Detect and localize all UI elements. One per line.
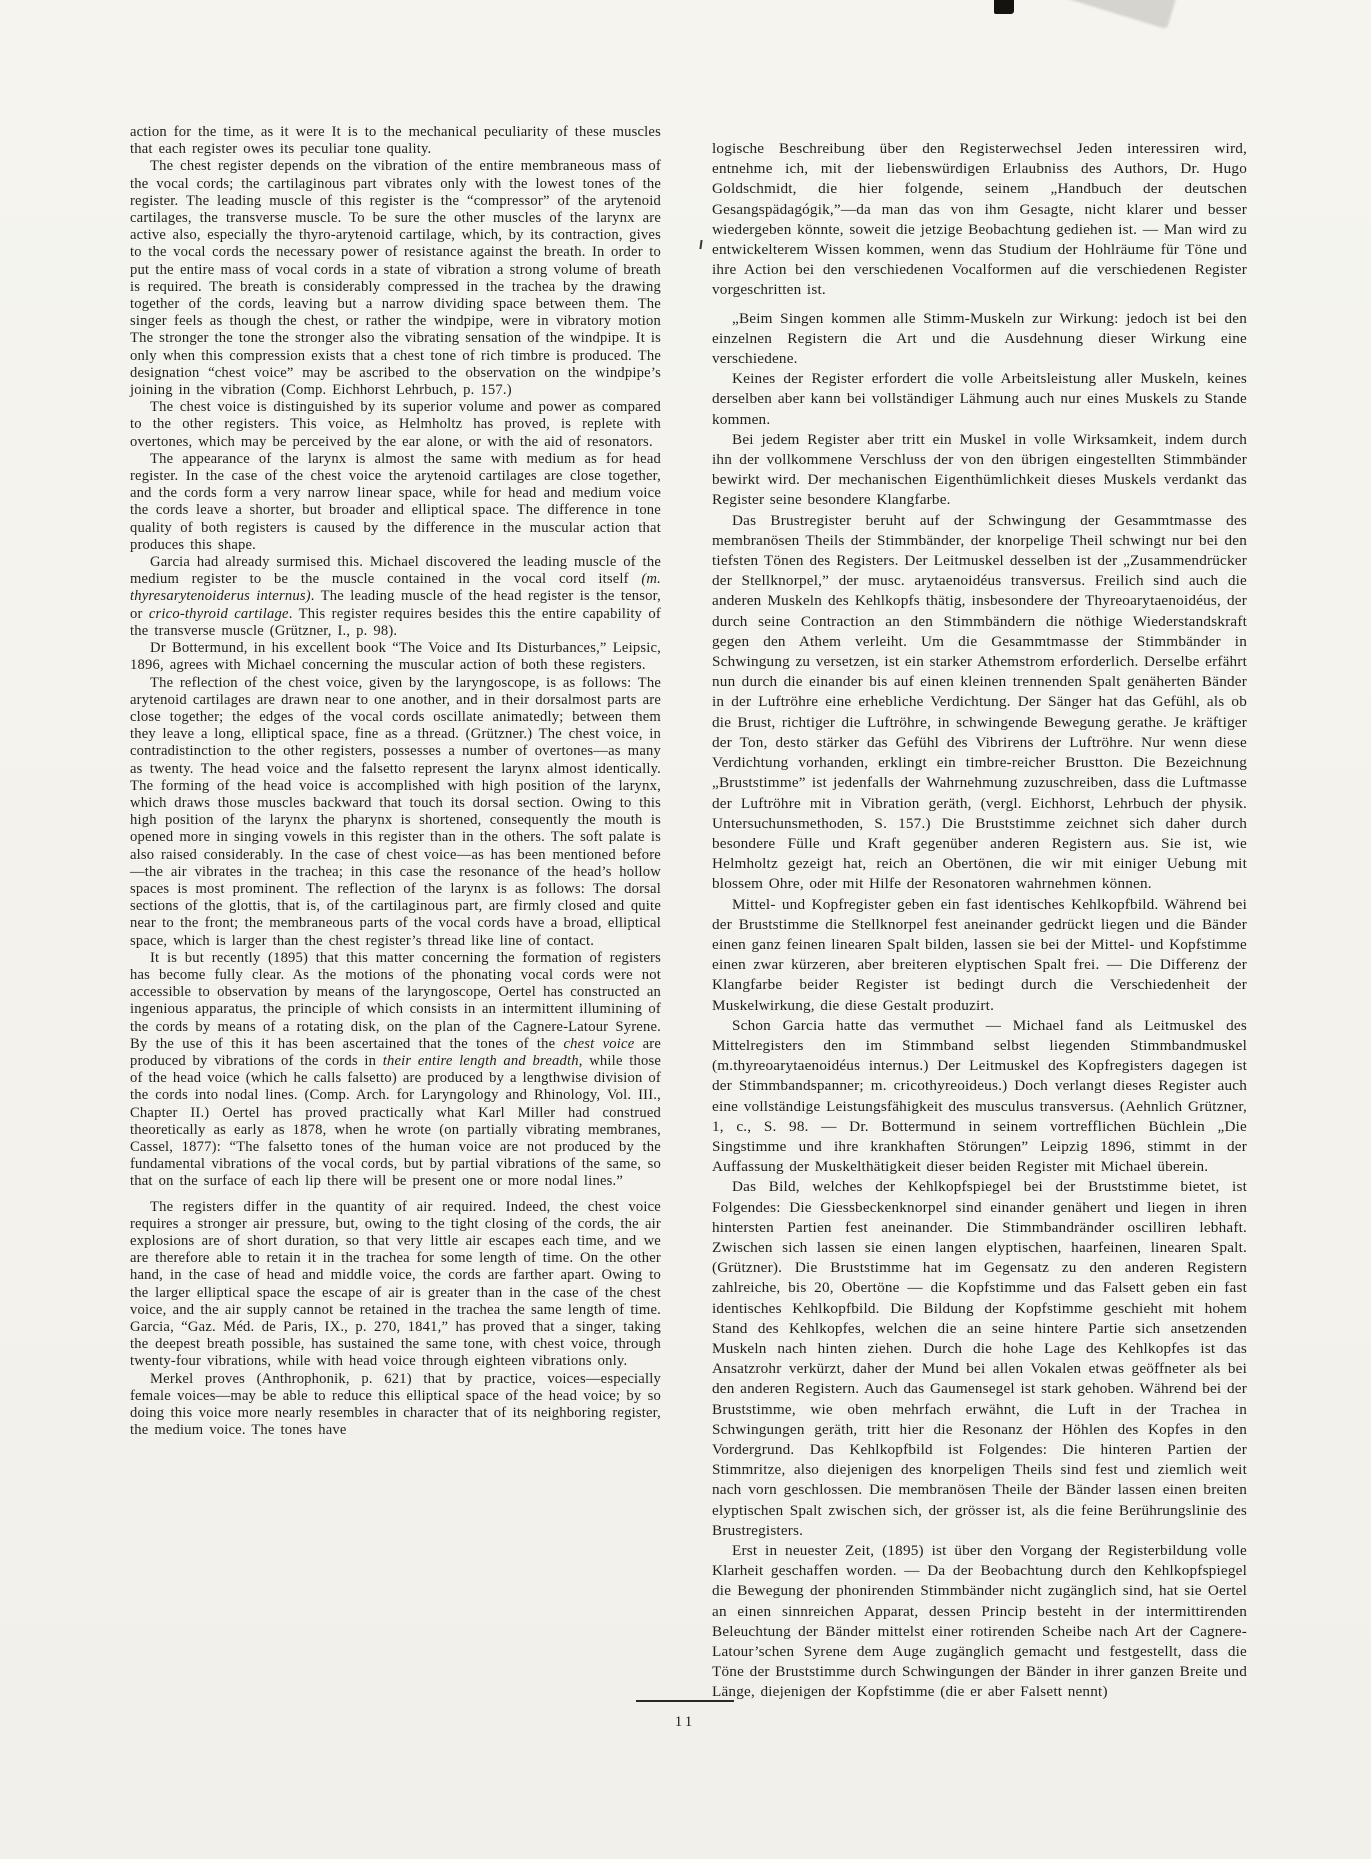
scan-artifact-top-right-blob <box>994 0 1014 14</box>
text-run: „Beim Singen kommen alle Stimm-Muskeln zur Wirkung: jedoch ist bei den einzelnen Registern die Art und die Ausdehnung dieser Wirkung eine verschiedene. <box>712 309 1247 368</box>
paragraph <box>712 511 1247 895</box>
text-run: Erst in neuester Zeit, (1895) ist über den Vorgang der Registerbildung volle Klarheit geschaffen worden. — Da der Beobachtung durch den Kehlkopfspiegel die Bewegung der phonirenden Stimmbänder nicht zugänglich sind, hat sie Oertel an einen sinnreichen Apparat, dessen Princip besteht in der intermittirenden Beleuchtung der Bänder mittelst einer rotirenden Scheibe nach Art der Cagnere-Latour’schen Syrene dem Auge zugänglich gemacht und festgestellt, dass die Töne der Bruststimme durch Schwingungen der Bänder in ihrer ganzen Breite und Länge, diejenigen der Kopfstimme (die er aber Falsett nennt) <box>712 1542 1247 1701</box>
paragraph <box>130 158 661 399</box>
scan-artifact-top-right-streak <box>1023 0 1176 29</box>
text-run: Garcia had already surmised this. Michael discovered the leading muscle of the medium register to be the muscle contained in the vocal cord itself <box>130 554 661 588</box>
paragraph <box>130 1199 661 1371</box>
paragraph <box>130 451 661 554</box>
italic-text-run: crico-thyroid cartilage <box>148 605 289 622</box>
paragraph <box>130 399 661 451</box>
text-run: Mittel- und Kopfregister geben ein fast identisches Kehlkopfbild. Während bei der Bruststimme die Stellknorpel fest aneinander gedrückt liegen und die Bänder einen ganz feinen linearen Spalt bilden, lassen sie bei der Mittel- und Kopfstimme einen zwar kürzeren, aber breiteren elyptischen Spalt frei. — Die Differenz der Klangfarbe beider Register ist bedingt durch die Verschiedenheit der Muskelwirkung, die diese Gestalt produzirt. <box>712 895 1247 1014</box>
text-run: while those of the head voice (which he calls falsetto) are produced by a lengthwise division of the cords into nodal lines. (Comp. Arch. for Laryngology and Rhinology, Vol. III., Chapter II.) Oertel has proved practically what Karl Miller had construed theoretically as early as 1878, when he wrote (on partially vibrating membranes, Cassel, 1877): “The falsetto tones of the human voice are not produced by the fundamental vibrations of the vocal cords, but by partial vibrations of the same, so that on the surface of each lip there will be present one or more nodal lines.” <box>130 1052 662 1190</box>
text-run: Das Bild, welches der Kehlkopfspiegel bei der Bruststimme bietet, ist Folgendes: Die Giessbeckenknorpel sind einander genähert und liegen in ihren hintersten Partien fest aneinander. Die Stimmbandränder oscilliren lebhaft. Zwischen sich lassen sie einen langen elyptischen, haarfeinen, linearen Spalt. (Grützner). Die Bruststimme hat im Gegensatz zu den anderen Registern zahlreiche, bis 20, Obertöne — die Kopfstimme und das Falsett geben ein fast identisches Kehlkopfbild. Die Bildung der Kopfstimme geschieht mit hohem Stand des Kehlkopfes, welchen die an seine hintere Partie sich ansetzenden Muskeln nach hinten ziehen. Durch die hohe Lage des Kehlkopfes ist das Ansatzrohr verkürzt, daher der Mund bei allen Vokalen etwas geöffneter als bei den anderen Registern. Auch das Gaumensegel ist stark gehoben. Während bei der Bruststimme, wie oben mehrfach erwähnt, die Luft in der Trachea in Schwingungen geräth, tritt hier die Resonanz der Höhlen des Kopfes in den Vordergrund. Das Kehlkopfbild ist Folgendes: Die hinteren Partien der Stimmritze, also diejenigen des knorpeligen Theils sind fest und ziemlich weit nach vorn geschlossen. Die membranösen Theile der Bänder lassen einen breiten elyptischen Spalt zwischen sich, der grösser ist, als die feine Berührungslinie des Brustregisters. <box>712 1178 1247 1539</box>
paragraph <box>712 1541 1247 1703</box>
right-column <box>712 139 1247 1703</box>
paragraph <box>712 430 1247 511</box>
paragraph <box>130 554 661 640</box>
italic-text-run: chest voice <box>563 1035 635 1052</box>
text-run: Schon Garcia hatte das vermuthet — Michael fand als Leitmuskel des Mittelregisters den im Stimmband selbst liegenden Stimmbandmuskel (m.thyreoarytaenoidéus internus.) Der Leitmuskel des Kopfregisters dagegen ist der Stimmbandspanner; m. cricothyreoideus.) Doch verlangt dieses Register auch eine vollständige Leistungsfähigkeit des musculus transversus. (Aehnlich Grützner, 1, c., S. 98. — Dr. Bottermund in seinem vortrefflichen Büchlein „Die Singstimme und ihre krankhaften Störungen” Leipzig 1896, stimmt in der Auffassung der Muskelthätigkeit dieser beiden Register mit Michael überein. <box>712 1016 1247 1176</box>
paragraph <box>130 1371 661 1440</box>
scan-artifact-margin-tick <box>699 240 702 249</box>
paragraph <box>712 1177 1247 1541</box>
page-footer <box>610 1700 760 1731</box>
text-run: It is but recently (1895) that this matter concerning the formation of registers has become fully clear. As the motions of the phonating vocal cords were not accessible to observation by means of the laryngoscope, Oertel has constructed an ingenious apparatus, the principle of which consists in an intermittent illumining of the cords by means of a rotating disk, on the plan of the Cagnere-Latour Syrene. By the use of this it has been ascertained that the tones of the <box>130 949 661 1052</box>
paragraph <box>712 139 1247 301</box>
italic-text-run: (m. thyresarytenoiderus internus) <box>130 571 661 605</box>
footer-rule <box>636 1700 734 1702</box>
paragraph <box>712 895 1247 1016</box>
text-run: Merkel proves (Anthrophonik, p. 621) that by practice, voices—especially female voices—may be able to reduce this elliptical space of the head voice; by so doing this voice more nearly resembles in character that of its neighboring register, the medium voice. The tones have <box>130 1370 661 1439</box>
text-run: The chest voice is distinguished by its superior volume and power as compared to the other registers. This voice, as Helmholtz has proved, is replete with overtones, which may be perceived by the ear alone, or with the aid of resonators. <box>130 399 661 450</box>
paragraph <box>712 369 1247 430</box>
text-run: . This register requires besides this the entire capability of the transverse muscle (Grützner, I., p. 98). <box>130 605 661 639</box>
text-run: . The leading muscle of the head register is the tensor, or <box>130 588 662 622</box>
text-run: action for the time, as it were It is to the mechanical peculiarity of these muscles that each register owes its peculiar tone quality. <box>130 124 661 158</box>
paragraph <box>712 1016 1247 1178</box>
text-run: The reflection of the chest voice, given by the laryngoscope, is as follows: The arytenoid cartilages are drawn near to one another, and in their dorsalmost parts are close together; the edges of the vocal cords oscillate animatedly; between them they leave a long, elliptical space, fine as a thread. (Grützner.) The chest voice, in contradistinction to the other registers, possesses a number of overtones—as many as twenty. The head voice and the falsetto represent the larynx almost identically. The forming of the head voice is accomplished with high position of the larynx, which draws those muscles backward that touch its dorsal section. Owing to this high position of the larynx the pharynx is shortened, consequently the mouth is opened more in singing vowels in this register than in the others. The soft palate is also raised considerably. In the case of chest voice—as has been mentioned before—the air vibrates in the trachea; in this case the resonance of the head’s hollow spaces is most prominent. The reflection of the larynx is as follows: The dorsal sections of the glottis, that is, of the cartilaginous part, are firmly closed and quite near to the front; the membraneous parts of the vocal cords have a broad, elliptical space, which is larger than the chest register’s thread like line of contact. <box>130 674 661 949</box>
text-run: The appearance of the larynx is almost the same with medium as for head register. In the case of the chest voice the arytenoid cartilages are close together, and the cords form a very narrow linear space, while for head and medium voice the cords leave a shorter, but broader and elliptical space. The difference in tone quality of both registers is caused by the difference in the muscular action that produces this shape. <box>130 450 661 553</box>
paragraph <box>130 950 661 1191</box>
text-run: are produced by vibrations of the cords in <box>130 1035 661 1069</box>
text-run: Dr Bottermund, in his excellent book “The Voice and Its Disturbances,” Leipsic, 1896, agrees with Michael concerning the muscular action of both these registers. <box>130 640 661 674</box>
paragraph <box>130 675 661 950</box>
page-number: 11 <box>674 1714 696 1730</box>
left-column <box>130 124 661 1439</box>
text-run: Das Brustregister beruht auf der Schwingung der Gesammtmasse des membranösen Theils der Stimmbänder, der knorpelige Theil schwingt nur bei den tiefsten Tönen des Registers. Der Leitmuskel desselben ist der „Zusammendrücker der Stellknorpel,” der musc. arytaenoidéus transversus. Freilich sind auch die anderen Muskeln des Kehlkopfs thätig, insbesondere der Thyreoarytaenoidéus, der durch seine Contraction an den Stimmbändern die nöthige Wiederstandskraft gegen den Athem verleiht. Um die Gesammtmasse der Stimmbänder in Schwingung zu versetzen, ist ein starker Athemstrom erforderlich. Derselbe erfährt nun durch die einander bis auf einen kleinen trennenden Spalt genäherten Bänder in der Luftröhre eine erhebliche Verdichtung. Der Sänger hat das Gefühl, als ob die Brust, richtiger die Luftröhre, in schwingende Bewegung gerathe. Je kräftiger der Ton, desto stärker das Gefühl des Vibrirens der Luftröhre. Nur wenn diese Verdichtung vorhanden, erklingt ein timbre-reicher Brustton. Die Bezeichnung „Bruststimme” ist jedenfalls der Wahrnehmung zuzuschreiben, dass die Luftmasse der Luftröhre mit in Vibration geräth, (vergl. Eichhorst, Lehrbuch der physik. Untersuchunsmethoden, S. 157.) Die Bruststimme zeichnet sich daher durch besondere Fülle und Kraft gegenüber anderen Registern aus. Sie ist, wie Helmholtz gezeigt hat, reich an Obertönen, die wir mit einiger Uebung mit blossem Ohre, oder mit Hilfe der Resonatoren wahrnehmen können. <box>712 511 1247 893</box>
paragraph <box>712 309 1247 370</box>
text-run: The registers differ in the quantity of air required. Indeed, the chest voice requires a stronger air pressure, but, owing to the tight closing of the cords, the air explosions are of short duration, so that very little air escapes each time, and we are therefore able to retain it in the trachea for some length of time. On the other hand, in the case of head and middle voice, the cords are farther apart. Owing to the larger elliptical space the escape of air is greater than in the case of the chest voice, and the air supply cannot be retained in the trachea the same length of time. Garcia, “Gaz. Méd. de Paris, IX., p. 270, 1841,” has proved that a singer, taking the deepest breath possible, has sustained the same tone, with chest voice, through twenty-four vibrations, while with head voice through eighteen vibrations only. <box>130 1198 661 1370</box>
text-run: logische Beschreibung über den Registerwechsel Jeden interessiren wird, entnehme ich, mit der liebenswürdigen Erlaubniss des Authors, Dr. Hugo Goldschmidt, die hier folgende, seinem „Handbuch der deutschen Gesangspädagógik,”—da man das von ihm Gesagte, nicht klarer und besser wiedergeben könnte, soweit die jetzige Beobachtung gediehen ist. — Man wird zu entwickelterem Wissen kommen, wenn das Studium der Hohlräume für Töne und ihre Action bei den verschiedenen Vocalformen auf die verschiedenen Register vorgeschritten ist. <box>712 140 1247 299</box>
text-run: The chest register depends on the vibration of the entire membraneous mass of the vocal cords; the cartilaginous part vibrates only with the lowest tones of the register. The leading muscle of this register is the “compressor” of the arytenoid cartilages, the transverse muscle. To be sure the other muscles of the larynx are active also, especially the thyro-arytenoid cartilage, which, by its contraction, gives to the vocal cords the necessary power of resistance against the breath. In order to put the entire mass of vocal cords in a state of vibration a strong volume of breath is required. The breath is considerably compressed in the trachea by the drawing together of the cords, leaving but a narrow dividing space between them. The singer feels as though the chest, or rather the windpipe, were in vibratory motion The stronger the tone the stronger also the vibrating sensation of the windpipe. It is only when this compression exists that a chest tone of rich timbre is produced. The designation “chest voice” may be ascribed to the observation on the windpipe’s joining in the vibration (Comp. Eichhorst Lehrbuch, p. 157.) <box>130 158 661 399</box>
italic-text-run: their entire length and breadth, <box>382 1052 583 1069</box>
text-run: Keines der Register erfordert die volle Arbeitsleistung aller Muskeln, keines derselben aber kann bei vollständiger Lähmung auch nur eines Muskels zu Stande kommen. <box>712 370 1247 428</box>
text-run: Bei jedem Register aber tritt ein Muskel in volle Wirksamkeit, indem durch ihn der vollkommene Verschluss der von den übrigen eingestellten Stimmbänder bewirkt wird. Der mechanischen Eigenthümlichkeit dieses Muskels verdankt das Register seine besondere Klangfarbe. <box>712 430 1247 509</box>
paragraph <box>130 640 661 674</box>
paragraph <box>130 124 661 158</box>
